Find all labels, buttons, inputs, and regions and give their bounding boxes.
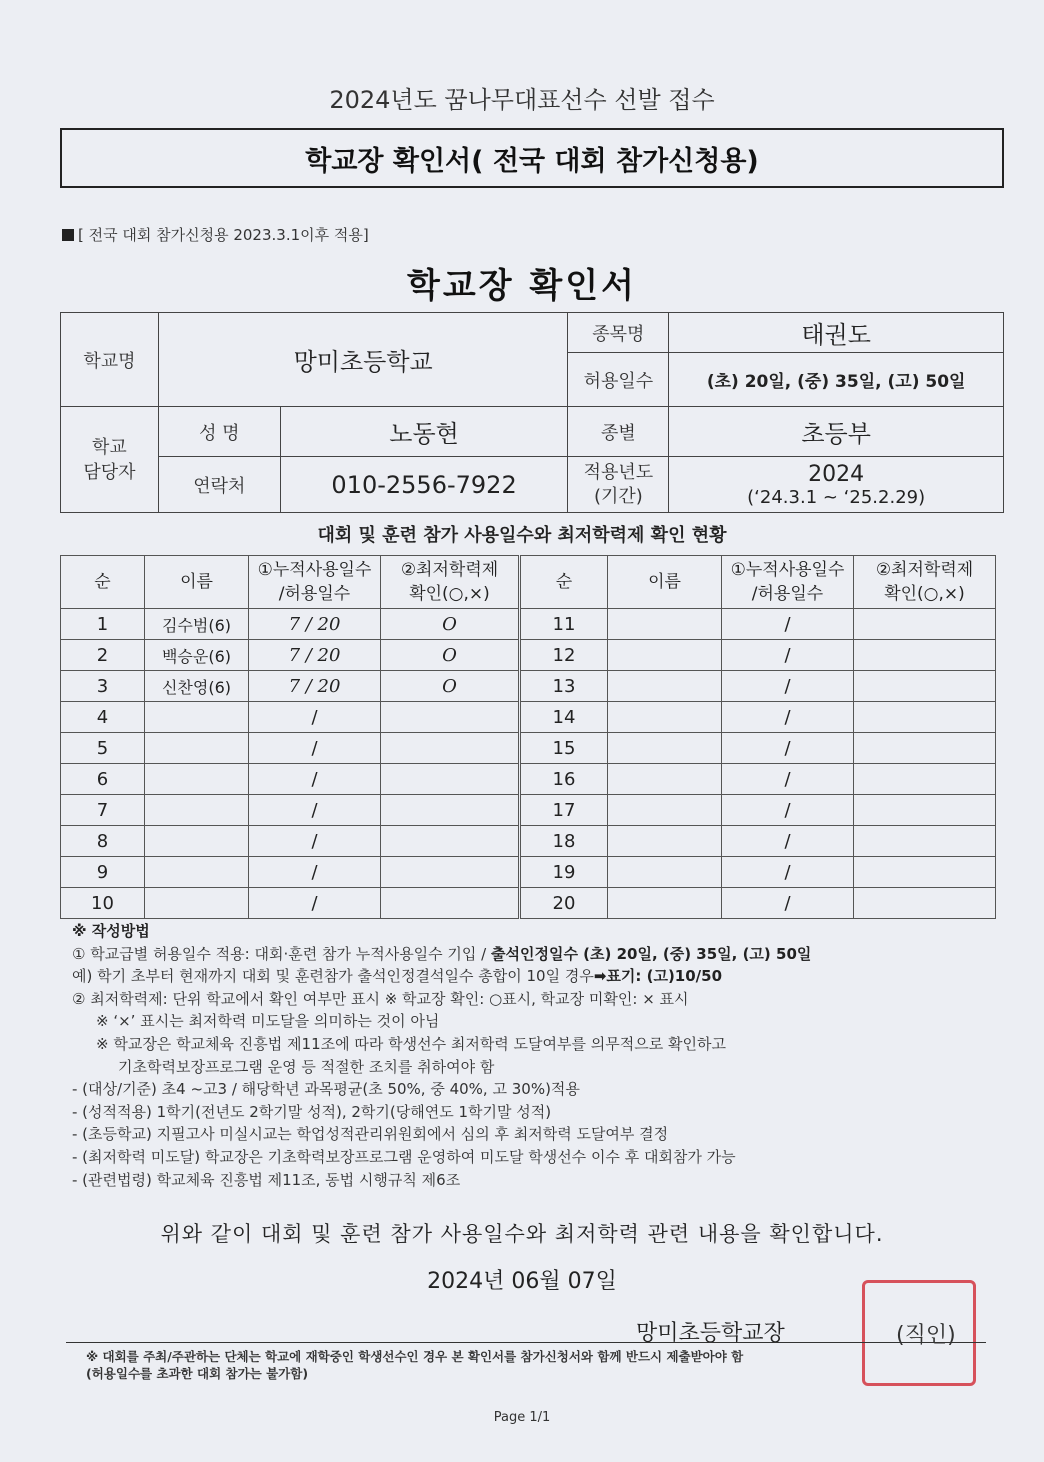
table-row: [520, 640, 996, 671]
method-line-3: ② 최저학력제: 단위 학교에서 확인 여부만 표시 ※ 학교장 확인: ○표시, 학교장 미확인: × 표시: [72, 989, 689, 1008]
manager-name-label: 성 명: [158, 407, 280, 457]
athlete-name: [145, 826, 249, 857]
school-name: 망미초등학교: [158, 313, 568, 407]
days-used: /: [722, 609, 854, 640]
header-check: ②최저학력제 확인(○,×): [381, 556, 519, 609]
athlete-name: 신찬영(6): [145, 671, 249, 702]
year-cell: [669, 457, 1004, 513]
days-used: /: [249, 826, 381, 857]
academic-check: [381, 764, 519, 795]
row-number: 13: [520, 671, 608, 702]
division-label: 종별: [568, 407, 669, 457]
principal-signature: 망미초등학교장: [636, 1321, 785, 1346]
athlete-name: [145, 888, 249, 919]
table-row: [61, 764, 519, 795]
academic-check: [854, 733, 996, 764]
days-used: /: [722, 888, 854, 919]
table-row: [520, 764, 996, 795]
row-number: 2: [61, 640, 145, 671]
days-used: /: [722, 733, 854, 764]
header-days: ①누적사용일수 /허용일수: [722, 556, 854, 609]
days-used: /: [722, 764, 854, 795]
method-line-1a: ① 학교급별 허용일수 적용: 대회·훈련 참가 누적사용일수 기입 /: [72, 944, 491, 963]
header-no: 순: [520, 556, 608, 609]
row-number: 8: [61, 826, 145, 857]
athlete-name: 백승운(6): [145, 640, 249, 671]
seal-label: (직인): [896, 1323, 956, 1348]
table-row: [520, 671, 996, 702]
days-used: /: [249, 733, 381, 764]
manager-label: 학교 담당자: [61, 407, 159, 513]
athlete-name: [608, 640, 722, 671]
athlete-name: [608, 733, 722, 764]
footer-divider: [66, 1342, 986, 1343]
row-number: 12: [520, 640, 608, 671]
table-row: [520, 609, 996, 640]
row-number: 17: [520, 795, 608, 826]
athlete-name: 김수범(6): [145, 609, 249, 640]
days-used: /: [249, 702, 381, 733]
allowed-days-label: 허용일수: [568, 353, 669, 407]
academic-check: [854, 764, 996, 795]
table-row: [61, 733, 519, 764]
row-number: 9: [61, 857, 145, 888]
row-number: 7: [61, 795, 145, 826]
days-used: /: [249, 857, 381, 888]
usage-table-left: [60, 555, 519, 919]
method-line-2b: ➡표기: (고)10/50: [593, 967, 723, 986]
header-no: 순: [61, 556, 145, 609]
allowed-days-value: (초) 20일, (중) 35일, (고) 50일: [669, 353, 1004, 407]
notice-text: [ 전국 대회 참가신청용 2023.3.1이후 적용]: [78, 226, 369, 244]
athlete-name: [608, 826, 722, 857]
sport-label: 종목명: [568, 313, 669, 353]
period-value: (‘24.3.1 ~ ‘25.2.29): [747, 486, 926, 508]
athlete-name: [145, 764, 249, 795]
athlete-name: [608, 671, 722, 702]
method-line-2: [72, 965, 1002, 988]
table-row: [520, 733, 996, 764]
contact-value: 010-2556-7922: [280, 457, 568, 513]
writing-instructions: [72, 920, 1002, 1191]
method-line-8: - (성적적용) 1학기(전년도 2학기말 성적), 2학기(당해연도 1학기말 성적): [72, 1102, 552, 1121]
row-number: 20: [520, 888, 608, 919]
table-row: [61, 640, 519, 671]
event-title: 2024년도 꿈나무대표선수 선발 접수: [329, 86, 715, 114]
header-name: 이름: [608, 556, 722, 609]
method-line-4: ※ ‘×’ 표시는 최저학력 미도달을 의미하는 것이 아님: [96, 1012, 440, 1031]
table-row: [61, 702, 519, 733]
academic-check: [854, 640, 996, 671]
athlete-name: [145, 857, 249, 888]
academic-check: [854, 702, 996, 733]
row-number: 3: [61, 671, 145, 702]
academic-check: [854, 857, 996, 888]
division-value: 초등부: [669, 407, 1004, 457]
method-line-10: - (최저학력 미도달) 학교장은 기초학력보장프로그램 운영하여 미도달 학생선수 이수 후 대회참가 가능: [72, 1147, 736, 1166]
athlete-name: [608, 795, 722, 826]
academic-check: O: [381, 671, 519, 702]
academic-check: O: [381, 640, 519, 671]
notice: [62, 224, 369, 245]
method-line-1b: 출석인정일수 (초) 20일, (중) 35일, (고) 50일: [491, 944, 812, 963]
academic-check: [381, 826, 519, 857]
athlete-name: [145, 733, 249, 764]
boxed-title: 학교장 확인서( 전국 대회 참가신청용): [60, 128, 1004, 188]
row-number: 1: [61, 609, 145, 640]
row-number: 5: [61, 733, 145, 764]
usage-table-right: [518, 555, 996, 919]
square-bullet-icon: [62, 229, 74, 241]
row-number: 10: [61, 888, 145, 919]
row-number: 14: [520, 702, 608, 733]
academic-check: [854, 888, 996, 919]
method-line-1: [72, 943, 1002, 966]
academic-check: O: [381, 609, 519, 640]
row-number: 11: [520, 609, 608, 640]
method-line-6: 기초학력보장프로그램 운영 등 적절한 조치를 취하여야 함: [118, 1057, 495, 1076]
days-used: /: [722, 795, 854, 826]
page-number: Page 1/1: [493, 1410, 551, 1425]
days-used: 7 / 20: [249, 640, 381, 671]
year-value: 2024: [808, 461, 865, 487]
table-row: [520, 702, 996, 733]
athlete-name: [608, 702, 722, 733]
academic-check: [854, 609, 996, 640]
table-row: [520, 826, 996, 857]
sport-value: 태권도: [669, 313, 1004, 353]
row-number: 4: [61, 702, 145, 733]
athlete-name: [608, 857, 722, 888]
academic-check: [854, 671, 996, 702]
academic-check: [381, 888, 519, 919]
athlete-name: [608, 764, 722, 795]
academic-check: [381, 733, 519, 764]
school-label: 학교명: [61, 313, 159, 407]
academic-check: [854, 826, 996, 857]
table-row: [61, 826, 519, 857]
table-row: [61, 609, 519, 640]
days-used: /: [722, 702, 854, 733]
days-used: /: [722, 671, 854, 702]
header-name: 이름: [145, 556, 249, 609]
header-check: ②최저학력제 확인(○,×): [854, 556, 996, 609]
table-row: [520, 795, 996, 826]
days-used: 7 / 20: [249, 671, 381, 702]
days-used: /: [249, 764, 381, 795]
academic-check: [381, 857, 519, 888]
info-table: [60, 312, 1004, 513]
method-heading: ※ 작성방법: [72, 922, 150, 940]
contact-label: 연락처: [158, 457, 280, 513]
footer-note-2: (허용일수를 초과한 대회 참가는 불가함): [86, 1366, 309, 1381]
row-number: 15: [520, 733, 608, 764]
footer-notes: [86, 1348, 986, 1382]
academic-check: [854, 795, 996, 826]
method-line-7: - (대상/기준) 초4 ~고3 / 해당학년 과목평균(초 50%, 중 40%, 고 30%)적용: [72, 1080, 580, 1099]
method-line-11: - (관련법령) 학교체육 진흥법 제11조, 동법 시행규칙 제6조: [72, 1170, 461, 1189]
athlete-name: [145, 795, 249, 826]
confirmation-statement: 위와 같이 대회 및 훈련 참가 사용일수와 최저학력 관련 내용을 확인합니다.: [160, 1222, 884, 1246]
row-number: 16: [520, 764, 608, 795]
method-line-2a: 예) 학기 초부터 현재까지 대회 및 훈련참가 출석인정결석일수 총합이 10일 경우: [72, 967, 594, 986]
list-title: 대회 및 훈련 참가 사용일수와 최저학력제 확인 현황: [317, 525, 727, 546]
header-days: ①누적사용일수 /허용일수: [249, 556, 381, 609]
footer-note-1: ※ 대회를 주최/주관하는 단체는 학교에 재학중인 학생선수인 경우 본 확인서를 참가신청서와 함께 반드시 제출받아야 함: [86, 1349, 744, 1364]
manager-name: 노동현: [280, 407, 568, 457]
academic-check: [381, 795, 519, 826]
days-used: 7 / 20: [249, 609, 381, 640]
method-line-9: - (초등학교) 지필고사 미실시교는 학업성적관리위원회에서 심의 후 최저학력 도달여부 결정: [72, 1125, 669, 1144]
confirmation-date: 2024년 06월 07일: [427, 1269, 617, 1294]
table-row: [61, 795, 519, 826]
table-row: [520, 857, 996, 888]
table-row: [61, 671, 519, 702]
days-used: /: [722, 640, 854, 671]
days-used: /: [249, 795, 381, 826]
row-number: 6: [61, 764, 145, 795]
athlete-name: [608, 609, 722, 640]
row-number: 18: [520, 826, 608, 857]
document-title: 학교장 확인서: [407, 266, 637, 306]
days-used: /: [722, 826, 854, 857]
table-row: [520, 888, 996, 919]
days-used: /: [722, 857, 854, 888]
academic-check: [381, 702, 519, 733]
row-number: 19: [520, 857, 608, 888]
athlete-name: [608, 888, 722, 919]
table-row: [61, 888, 519, 919]
days-used: /: [249, 888, 381, 919]
athlete-name: [145, 702, 249, 733]
method-line-5: ※ 학교장은 학교체육 진흥법 제11조에 따라 학생선수 최저학력 도달여부를 의무적으로 확인하고: [96, 1034, 726, 1053]
table-row: [61, 857, 519, 888]
year-label: 적용년도 (기간): [568, 457, 669, 513]
